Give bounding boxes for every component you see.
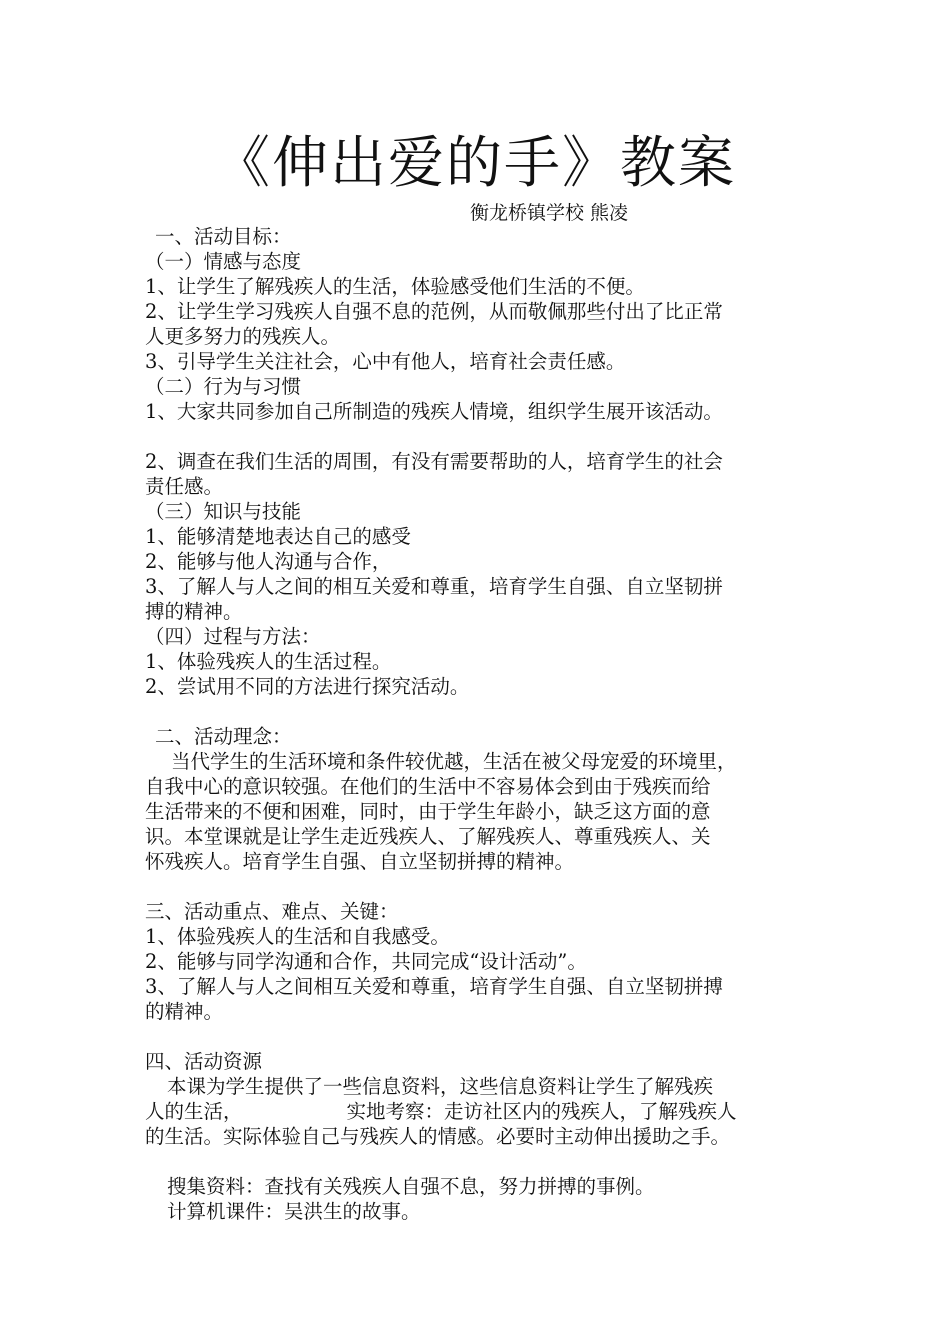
author-line: 衡龙桥镇学校 熊凌	[470, 202, 629, 224]
blank-line	[145, 424, 825, 449]
document-body	[145, 224, 825, 1224]
blank-line	[145, 874, 825, 899]
subsection-heading: （三）知识与技能	[145, 500, 302, 523]
section-3-heading: 三、活动重点、难点、关键：	[145, 900, 399, 923]
paragraph-fragment: 实地考察：走访社区内的残疾人，了解残疾人	[346, 1100, 737, 1123]
paragraph-fragment: 人的生活，	[145, 1100, 243, 1123]
paragraph-line: 1、让学生了解残疾人的生活，体验感受他们生活的不便。	[145, 275, 645, 298]
subsection-heading: （四）过程与方法：	[145, 625, 321, 648]
section-1-heading: 一、活动目标：	[155, 225, 292, 248]
subsection-heading: （二）行为与习惯	[145, 375, 302, 398]
paragraph-line: 搜集资料：查找有关残疾人自强不息，努力拼搏的事例。	[167, 1175, 655, 1198]
paragraph-line: 2、能够与同学沟通和合作，共同完成“设计活动”。	[145, 950, 587, 973]
paragraph-line	[145, 1099, 825, 1124]
paragraph-line: 计算机课件：吴洪生的故事。	[167, 1200, 421, 1223]
paragraph-line: 怀残疾人。培育学生自强、自立坚韧拼搏的精神。	[145, 850, 575, 873]
paragraph-line: 人更多努力的残疾人。	[145, 325, 341, 348]
paragraph-line: 2、调查在我们生活的周围，有没有需要帮助的人，培育学生的社会	[145, 450, 723, 473]
section-4-heading: 四、活动资源	[145, 1050, 263, 1073]
paragraph-line: 1、体验残疾人的生活过程。	[145, 650, 392, 673]
section-2-heading: 二、活动理念：	[155, 725, 292, 748]
paragraph-line: 当代学生的生活环境和条件较优越，生活在被父母宠爱的环境里，	[171, 750, 737, 773]
blank-line	[145, 1024, 825, 1049]
paragraph-line: 自我中心的意识较强。在他们的生活中不容易体会到由于残疾而给	[145, 775, 711, 798]
paragraph-line: 1、体验残疾人的生活和自我感受。	[145, 925, 450, 948]
blank-line	[145, 699, 825, 724]
paragraph-line: 1、大家共同参加自己所制造的残疾人情境，组织学生展开该活动。	[145, 400, 723, 423]
paragraph-line: 2、尝试用不同的方法进行探究活动。	[145, 675, 470, 698]
paragraph-line: 搏的精神。	[145, 600, 243, 623]
blank-line	[145, 1149, 825, 1174]
paragraph-line: 的生活。实际体验自己与残疾人的情感。必要时主动伸出援助之手。	[145, 1125, 731, 1148]
paragraph-line: 2、让学生学习残疾人自强不息的范例，从而敬佩那些付出了比正常	[145, 300, 723, 323]
paragraph-line: 的精神。	[145, 1000, 224, 1023]
paragraph-line: 3、了解人与人之间的相互关爱和尊重，培育学生自强、自立坚韧拼	[145, 575, 723, 598]
paragraph-line: 识。本堂课就是让学生走近残疾人、了解残疾人、尊重残疾人、关	[145, 825, 711, 848]
paragraph-line: 3、引导学生关注社会，心中有他人，培育社会责任感。	[145, 350, 626, 373]
paragraph-line: 2、能够与他人沟通与合作，	[145, 550, 392, 573]
paragraph-line: 3、了解人与人之间相互关爱和尊重，培育学生自强、自立坚韧拼搏	[145, 975, 723, 998]
paragraph-line: 1、能够清楚地表达自己的感受	[145, 525, 411, 548]
paragraph-line: 本课为学生提供了一些信息资料，这些信息资料让学生了解残疾	[167, 1075, 714, 1098]
paragraph-line: 责任感。	[145, 475, 224, 498]
document-title: 《伸出爱的手》教案	[214, 131, 736, 196]
paragraph-line: 生活带来的不便和困难，同时，由于学生年龄小，缺乏这方面的意	[145, 800, 711, 823]
subsection-heading: （一）情感与态度	[145, 250, 302, 273]
